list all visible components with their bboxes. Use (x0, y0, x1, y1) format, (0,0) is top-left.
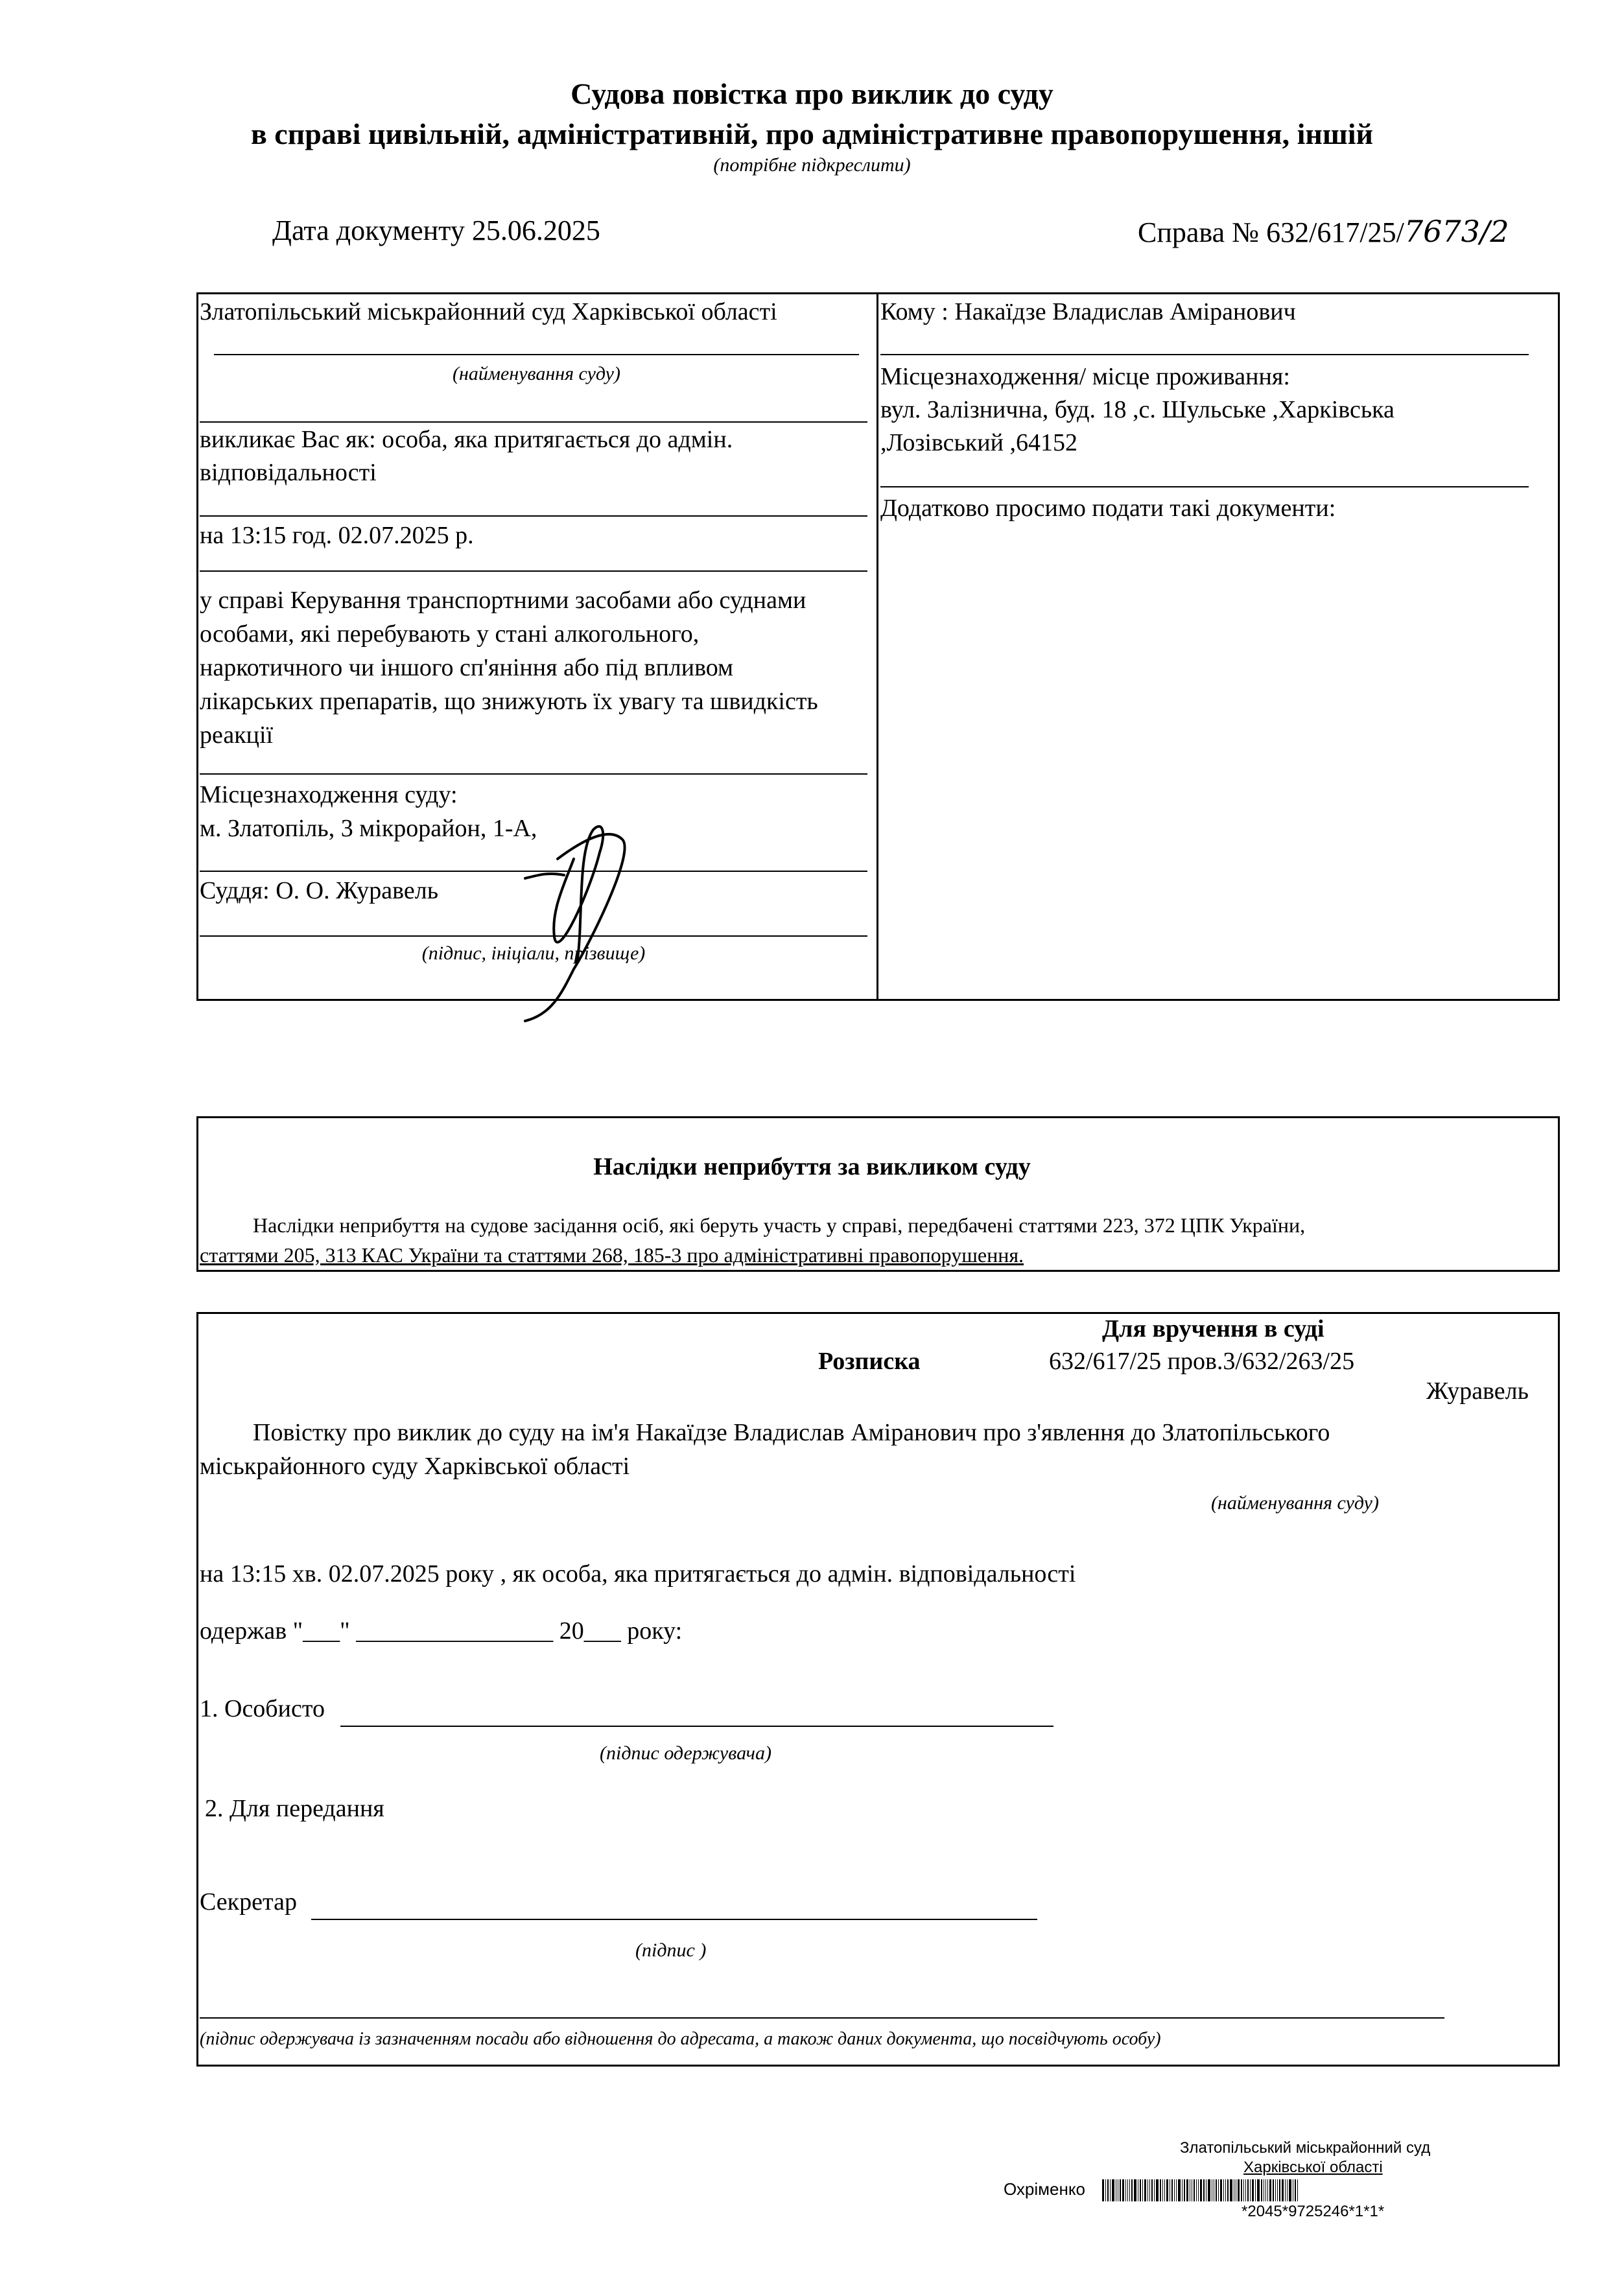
judge-name: Суддя: О. О. Журавель (200, 877, 439, 904)
underline-note: (потрібне підкреслити) (713, 154, 911, 176)
for-delivery-label: Для вручення в суді (1102, 1315, 1324, 1342)
secretary-label: Секретар (200, 1888, 297, 1916)
received-line: одержав "___" ________________ 20___ року: (200, 1617, 683, 1645)
receipt-judge: Журавель (1426, 1377, 1529, 1405)
receipt-line1: Повістку про виклик до суду на ім'я Накаїдзе Владислав Аміранович про з'явлення до Златопільського (253, 1419, 1330, 1446)
clerk-name: Охріменко (1004, 2179, 1085, 2199)
case-number (1138, 214, 1509, 249)
column-divider (877, 292, 878, 1001)
receipt-court-caption: (найменування суду) (1211, 1492, 1379, 1514)
court-name-caption: (найменування суду) (453, 363, 620, 384)
recipient-address-line1: вул. Залізнична, буд. 18 ,с. Шульське ,Харківська (880, 396, 1395, 423)
footer-court-line1: Златопільський міськрайонний суд (1180, 2139, 1431, 2157)
signature-caption: (підпис, ініціали, прізвище) (421, 943, 646, 964)
personally-label: 1. Особисто (200, 1695, 325, 1722)
receipt-title: Розписка (818, 1348, 921, 1375)
receipt-bottom-caption: (підпис одержувача із зазначенням посади або відношення до адресата, а також даних документа, що посвідчують особу) (200, 2029, 1161, 2049)
barcode-text: *2045*9725246*1*1* (1242, 2203, 1385, 2220)
hearing-time: на 13:15 год. 02.07.2025 р. (200, 522, 474, 549)
recipient-name: Кому : Накаїдзе Владислав Аміранович (880, 298, 1296, 325)
summons-as-line2: відповідальності (200, 459, 377, 486)
case-number-handwritten: 7673/2 (1404, 214, 1509, 249)
court-location: м. Златопіль, 3 мікрорайон, 1-А, (200, 815, 537, 842)
receipt-time-line: на 13:15 хв. 02.07.2025 року , як особа, яка притягається до адмін. відповідальності (200, 1560, 1076, 1588)
document-barcode (1102, 2179, 1298, 2201)
case-desc-line5: реакції (200, 721, 274, 749)
case-desc-line3: наркотичного чи іншого сп'яніння або під впливом (200, 654, 734, 681)
case-desc-line1: у справі Керування транспортними засобами або суднами (200, 587, 806, 614)
recipient-signature-caption: (підпис одержувача) (600, 1742, 771, 1764)
document-date: Дата документу 25.06.2025 (272, 215, 600, 246)
additional-documents: Додатково просимо подати такі документи: (880, 495, 1336, 522)
consequences-text-line1: Наслідки неприбуття на судове засідання осіб, які беруть участь у справі, передбачені статтями 223, 372 ЦПК України, (253, 1213, 1306, 1237)
recipient-address-label: Місцезнаходження/ місце проживання: (880, 363, 1290, 390)
consequences-title: Наслідки неприбуття за викликом суду (593, 1153, 1031, 1180)
judge-signature (512, 814, 661, 1027)
secretary-signature-caption: (підпис ) (635, 1939, 707, 1961)
receipt-line2: міськрайонного суду Харківської області (200, 1453, 630, 1480)
for-transfer-label: 2. Для передання (205, 1795, 384, 1822)
receipt-case-ref: 632/617/25 пров.3/632/263/25 (1049, 1348, 1355, 1375)
summons-as-line1: викликає Вас як: особа, яка притягається до адмін. (200, 426, 733, 453)
court-location-label: Місцезнаходження суду: (200, 781, 458, 808)
case-desc-line4: лікарських препаратів, що знижують їх увагу та швидкість (200, 688, 818, 715)
summons-title: Судова повістка про виклик до суду (571, 77, 1053, 110)
summons-subtitle: в справі цивільній, адміністративній, про адміністративне правопорушення, іншій (250, 117, 1374, 150)
case-desc-line2: особами, які перебувають у стані алкогольного, (200, 620, 700, 648)
court-name: Златопільський міськрайонний суд Харківської області (200, 298, 777, 325)
recipient-address-line2: ,Лозівський ,64152 (880, 429, 1077, 456)
consequences-text-line2: статтями 205, 313 КАС України та статтями 268, 185-3 про адміністративні правопорушення. (200, 1243, 1024, 1267)
footer-court-line2: Харківської області (1243, 2159, 1383, 2176)
case-number-label: Справа № 632/617/25/ (1138, 217, 1404, 248)
